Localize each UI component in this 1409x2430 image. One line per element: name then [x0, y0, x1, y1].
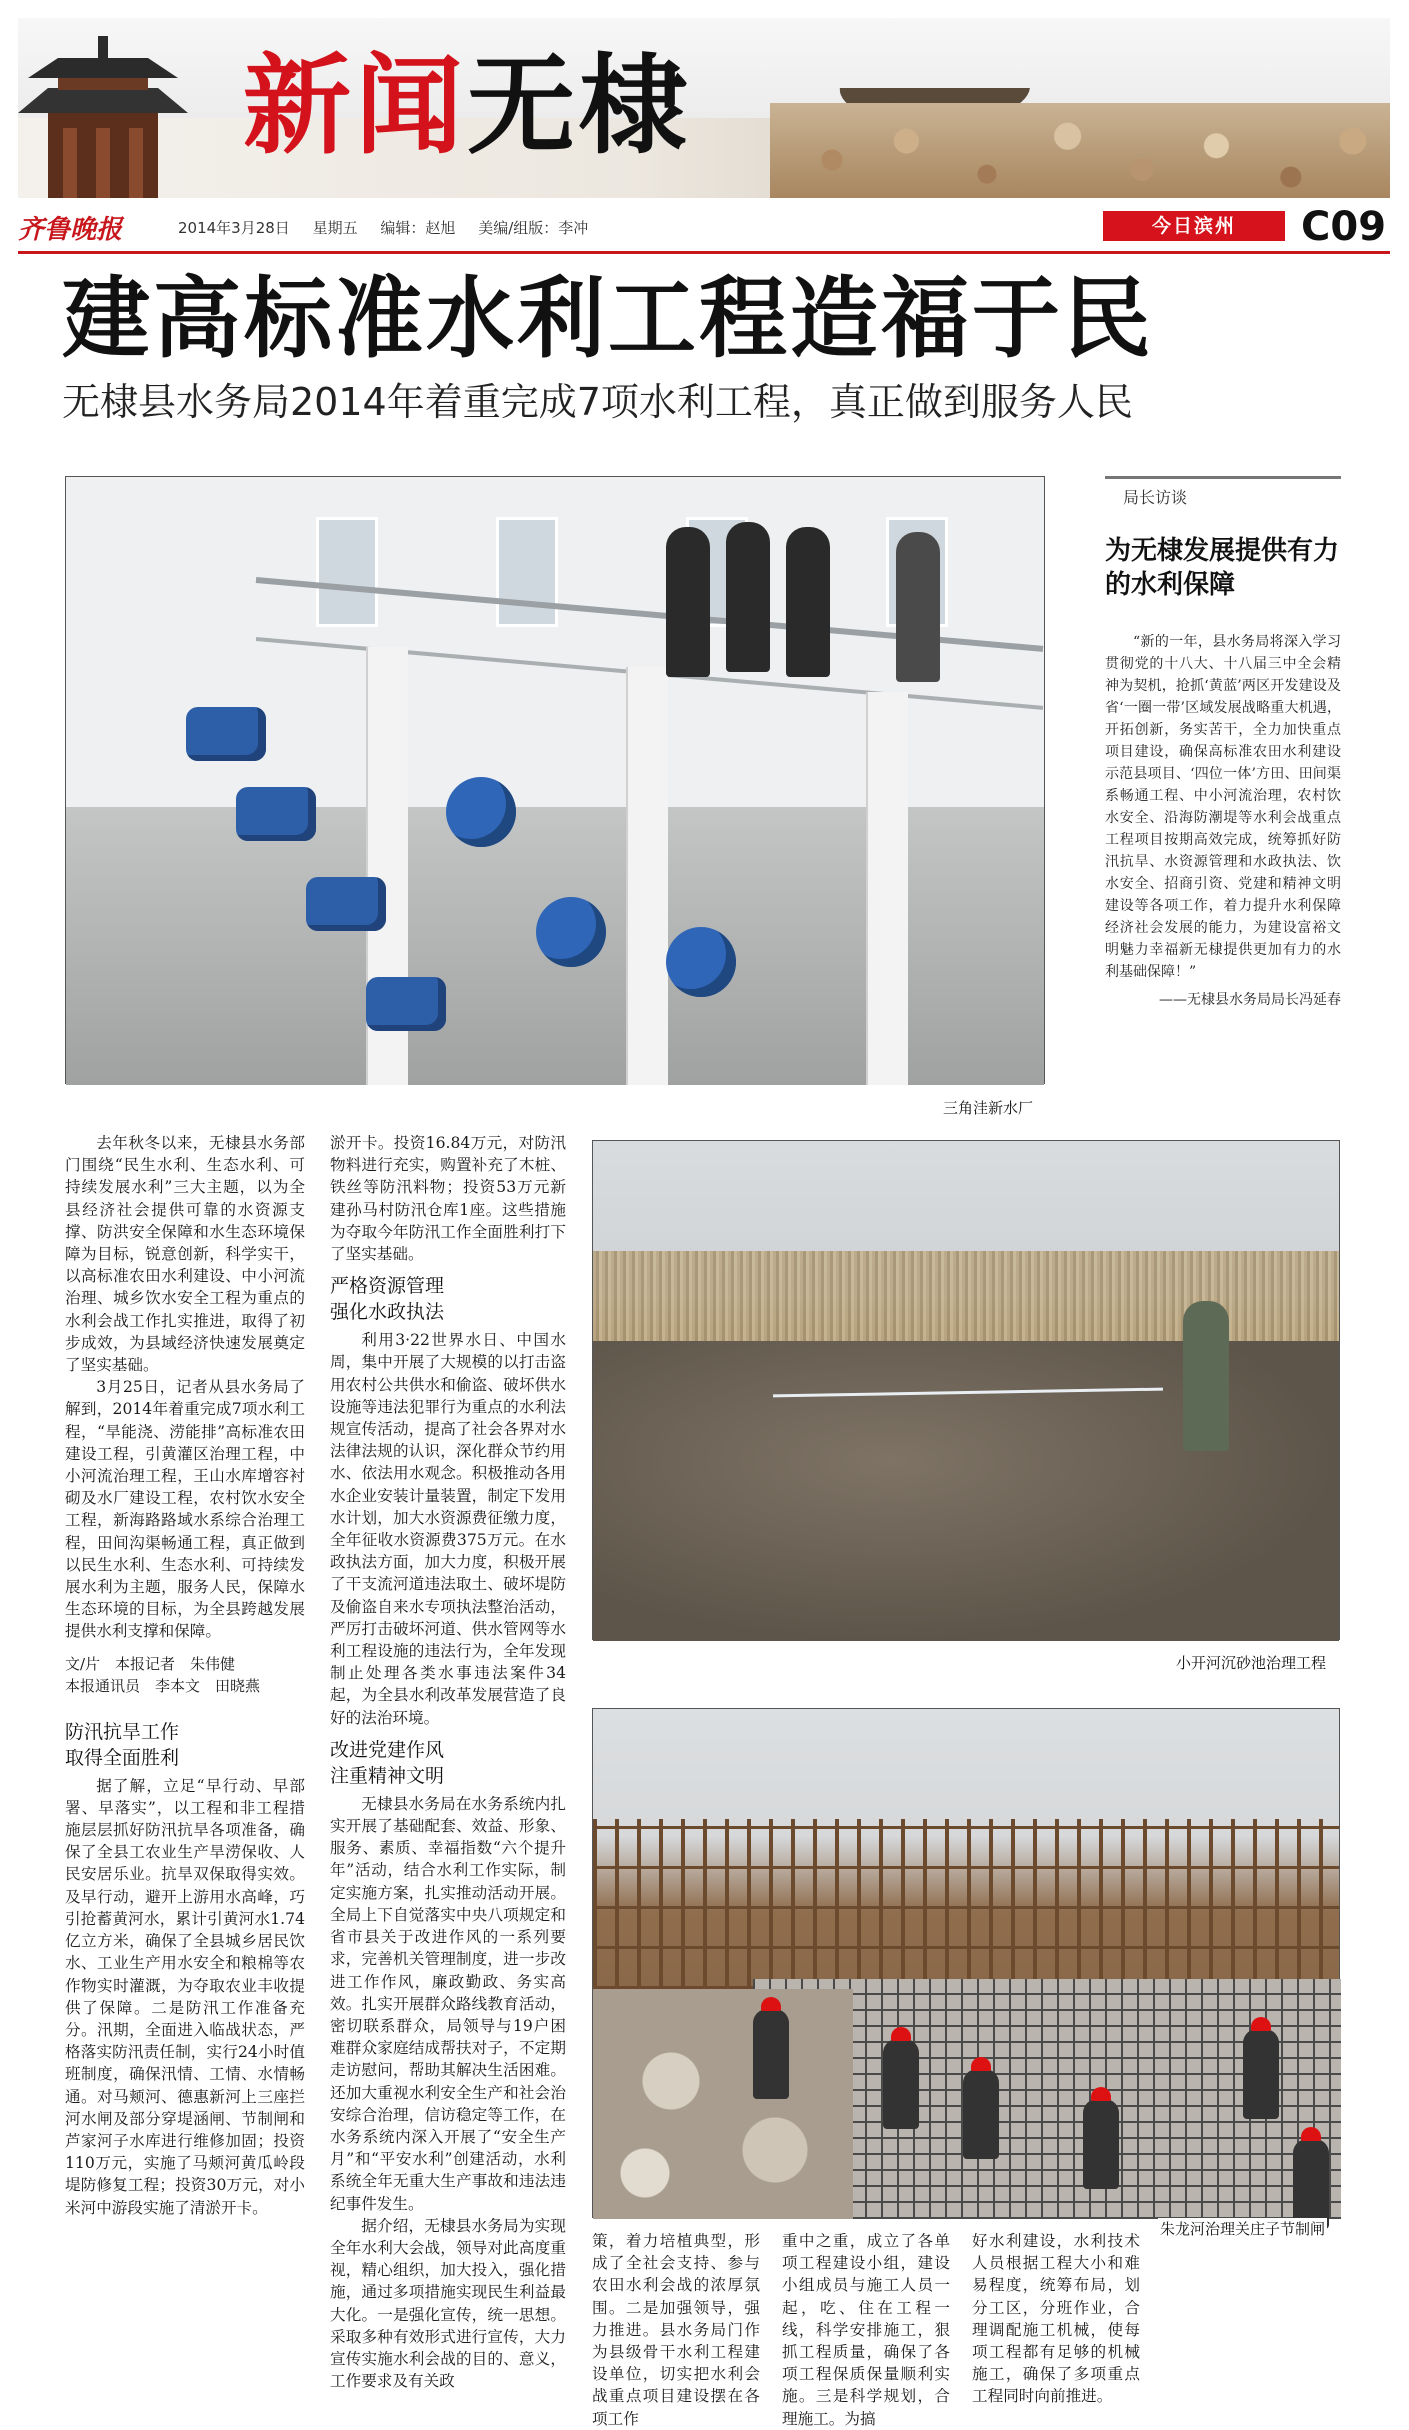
subheadline: 无棣县水务局2014年着重完成7项水利工程，真正做到服务人民 — [62, 380, 1133, 424]
photo-worker — [1183, 1301, 1229, 1451]
photo-worker — [963, 2069, 999, 2159]
photo-caption: 朱龙河治理关庄子节制闸 — [1160, 2220, 1326, 2238]
masthead-banner — [18, 18, 1390, 198]
article-paragraph: 利用3·22世界水日、中国水周，集中开展了大规模的以打击盗用农村公共供水和偷盗、破坏供水设施等违法犯罪行为重点的水利法规宣传活动，提高了社会各界对水法律法规的认识，深化群众节约用水、依法用水观念。积极推动各用水企业安装计量装置，制定下发用水计划，加大水资源费征缴力度，全年征收水资源费375万元。在水政执法方面，加大力度，积极开展了干支流河道违法取土、破坏堤防及偷盗自来水专项执法整治活动，严厉打击破坏河道、供水管网等水利工程设施的违法行为，全年发现制止处理各类水事违法案件34起，为全县水利改革发展营造了良好的法治环境。 — [330, 1331, 566, 1727]
photo-caption: 小开河沉砂池治理工程 — [1176, 1654, 1327, 1672]
article-column-3: 策，着力培植典型，形成了全社会支持、参与农田水利会战的浓厚氛围。二是加强领导，强力推进。县水务局门作为县级骨干水利工程建设单位，切实把水利会战重点项目建设摆在各项工作 — [592, 2232, 760, 2428]
photo-caption: 三角洼新水厂 — [943, 1099, 1034, 1117]
page-number: C09 — [1301, 204, 1387, 250]
masthead-title-red: 新闻 — [243, 43, 468, 169]
issue-meta — [178, 217, 606, 238]
photo-worker — [1083, 2099, 1119, 2189]
photo-valve — [536, 897, 606, 967]
masthead-title — [243, 43, 692, 169]
photo-rocks — [593, 1989, 853, 2219]
photo-column — [626, 667, 668, 1085]
byline-correspondent: 本报通讯员 李本文 田晓燕 — [65, 1676, 261, 1695]
headline: 建高标准水利工程造福于民 — [62, 266, 1155, 370]
photo-person — [666, 527, 710, 677]
subhead-flood-control: 防汛抗旱工作 取得全面胜利 — [65, 1720, 180, 1769]
photo-sediment-pool — [592, 1140, 1340, 1640]
photo-pump — [306, 877, 386, 931]
photo-scaffold — [593, 1819, 1339, 1989]
photo-water-plant — [65, 476, 1045, 1084]
issue-date: 2014年3月28日 — [178, 219, 290, 237]
interview-sidebar — [1105, 476, 1341, 1009]
sidebar-tag: 局长访谈 — [1105, 476, 1341, 508]
subhead-party-building: 改进党建作风 注重精神文明 — [330, 1738, 445, 1787]
photo-valve — [666, 927, 736, 997]
byline-reporter: 文/片 本报记者 朱伟健 — [65, 1654, 236, 1673]
masthead-title-black: 无棣 — [467, 43, 692, 169]
seashell-beach-illustration — [770, 103, 1390, 198]
photo-pump — [186, 707, 266, 761]
photo-worker — [753, 2009, 789, 2099]
header-divider — [18, 251, 1390, 254]
section-tag: 今日滨州 — [1103, 211, 1285, 241]
article-paragraph: 据介绍，无棣县水务局为实现全年水利大会战，领导对此高度重视，精心组织，加大投入，强化措施，通过多项措施实现民生利益最大化。一是强化宣传，统一思想。采取多种有效形式进行宣传，大力宣传实施水利会战的目的、意义，工作要求及有关政 — [330, 2216, 566, 2391]
date-bar — [18, 205, 1390, 249]
issue-designer: 美编/组版：李冲 — [478, 219, 589, 237]
photo-column — [866, 692, 908, 1085]
article-column-1 — [65, 1132, 305, 2372]
article-paragraph: 据了解，立足“早行动、早部署、早落实”，以工程和非工程措施层层抓好防汛抗旱各项准备，确保了全县工农业生产旱涝保收、人民安居乐业。抗旱双保取得实效。及早行动，避开上游用水高峰，巧引抢蓄黄河水，累计引黄河水1.74亿立方米，确保了全县城乡居民饮水、工业生产用水安全和粮棉等农作物实时灌溉，为夺取农业丰收提供了保障。二是防汛工作准备充分。汛期，全面进入临战状态，严格落实防汛责任制，实行24小时值班制度，确保汛情、工情、水情畅通。对马颊河、德惠新河上三座拦河水闸及部分穿堤涵闸、节制闸和芦家河子水库进行维修加固；投资110万元，实施了马颊河黄瓜岭段堤防修复工程；投资30万元，对小米河中游段实施了清淤开卡。 — [65, 1776, 305, 2217]
article-column-5: 好水利建设，水利技术人员根据工程大小和难易程度，统筹布局，划分工区，分班作业，合理调配施工机械，使每项工程都有足够的机械施工，确保了多项重点工程同时向前推进。 — [972, 2232, 1140, 2406]
photo-window — [496, 517, 558, 627]
sidebar-body: “新的一年，县水务局将深入学习贯彻党的十八大、十八届三中全会精神为契机，抢抓‘黄蓝’两区开发建设及省‘一圈一带’区域发展战略重大机遇，开拓创新，务实苦干，全力加快重点项目建设，确保高标准农田水利建设示范县项目、‘四位一体’方田、田间渠系畅通工程、中小河流治理，农村饮水安全、沿海防潮堤等水利会战重点工程项目按期高效完成，统筹抓好防汛抗旱、水资源管理和水政执法、饮水安全、招商引资、党建和精神文明建设等各项工作，着力提升水利保障经济社会发展的能力，为建设富裕文明魅力幸福新无棣提供更加有力的水利基础保障！” — [1105, 633, 1341, 980]
newspaper-name: 齐鲁晚报 — [18, 215, 123, 245]
photo-window — [316, 517, 378, 627]
photo-person — [726, 522, 770, 672]
photo-pump — [366, 977, 446, 1031]
article-byline — [65, 1653, 305, 1697]
photo-worker — [1293, 2139, 1329, 2229]
pagoda-illustration — [18, 18, 188, 198]
photo-person — [786, 527, 830, 677]
photo-worker — [883, 2039, 919, 2129]
photo-person — [896, 532, 940, 682]
article-bottom-row — [592, 2230, 1340, 2428]
sidebar-signature: ——无棣县水务局局长冯延春 — [1159, 991, 1341, 1008]
photo-sluice-gate — [592, 1708, 1340, 2218]
photo-worker — [1243, 2029, 1279, 2119]
photo-pump — [236, 787, 316, 841]
issue-weekday: 星期五 — [312, 219, 358, 237]
article-paragraph: 去年秋冬以来，无棣县水务部门围绕“民生水利、生态水利、可持续发展水利”三大主题，以为全县经济社会提供可靠的水资源支撑、防洪安全保障和水生态环境保障为目标，锐意创新，科学实干，以高标准农田水利建设、中小河流治理、城乡饮水安全工程为重点的水利会战工作扎实推进，取得了初步成效，为县域经济快速发展奠定了坚实基础。 — [65, 1134, 305, 1375]
article-paragraph: 无棣县水务局在水务系统内扎实开展了基础配套、效益、形象、服务、素质、幸福指数“六个提升年”活动，结合水利工作实际，制定实施方案，扎实推动活动开展。全局上下自觉落实中央八项规定和省市县关于改进作风的一系列要求，完善机关管理制度，进一步改进工作作风，廉政勤政、务实高效。扎实开展群众路线教育活动，密切联系群众，局领导与19户困难群众家庭结成帮扶对子，不定期走访慰问，帮助其解决生活困难。还加大重视水利安全生产和社会治安综合治理，信访稳定等工作，在水务系统内深入开展了“安全生产月”和“平安水利”创建活动，水利系统全年无重大生产事故和违法违纪事件发生。 — [330, 1794, 566, 2213]
sidebar-title: 为无棣发展提供有力的水利保障 — [1105, 536, 1340, 601]
photo-valve — [446, 777, 516, 847]
article-column-4: 重中之重，成立了各单项工程建设小组，建设小组成员与施工人员一起，吃、住在工程一线，科学安排施工，狠抓工程质量，确保了各项工程保质保量顺利实施。三是科学规划，合理施工。为搞 — [782, 2232, 950, 2428]
article-paragraph: 3月25日，记者从县水务局了解到，2014年着重完成7项水利工程，“旱能浇、涝能排”高标准农田建设工程，引黄灌区治理工程，中小河流治理工程，王山水库增容衬砌及水厂建设工程，农村饮水安全工程，新海路路域水系综合治理工程，田间沟渠畅通工程，真正做到以民生水利、生态水利、可持续发展水利为主题，服务人民，保障水生态环境的目标，为全县跨越发展提供水利支撑和保障。 — [65, 1378, 305, 1641]
article-column-2 — [330, 1132, 566, 2391]
subhead-resource-management: 严格资源管理 强化水政执法 — [330, 1275, 445, 1324]
article-paragraph: 淤开卡。投资16.84万元，对防汛物料进行充实，购置补充了木桩、铁丝等防汛料物；投资53万元新建孙马村防汛仓库1座。这些措施为夺取今年防汛工作全面胜利打下了坚实基础。 — [330, 1134, 566, 1264]
issue-editor: 编辑：赵旭 — [380, 219, 456, 237]
